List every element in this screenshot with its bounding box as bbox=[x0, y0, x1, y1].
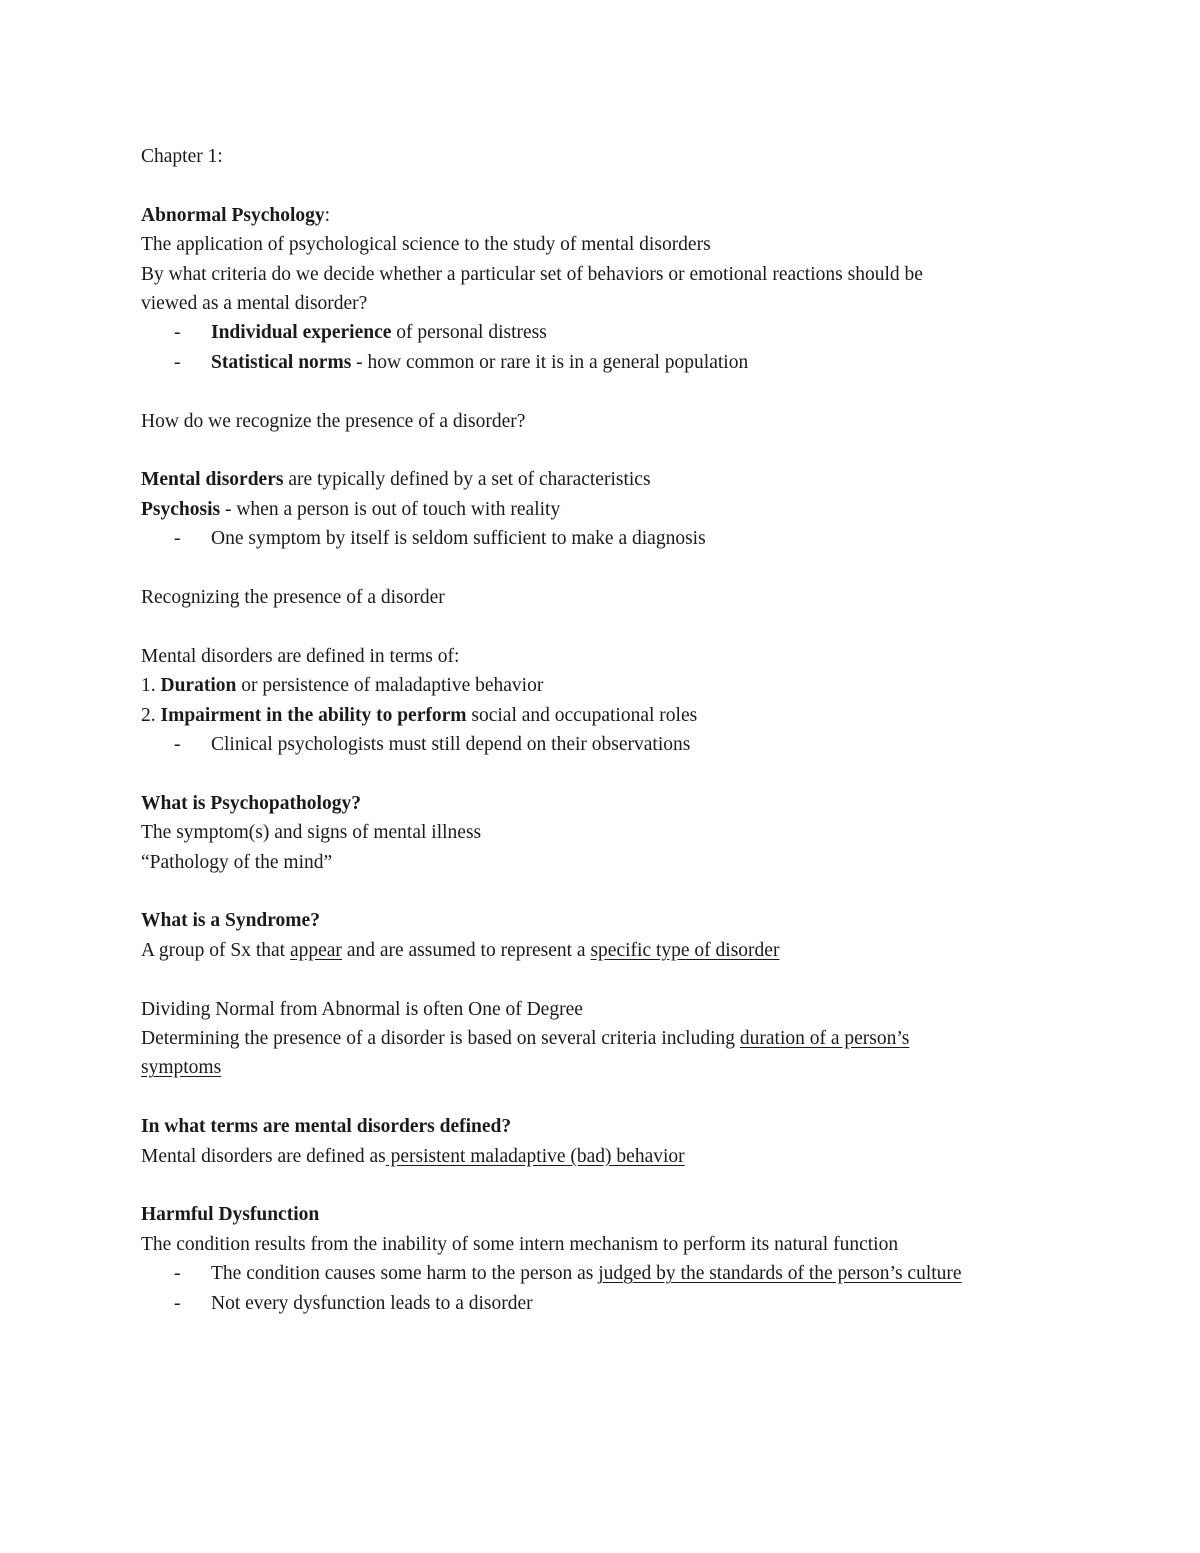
numbered-item-duration bbox=[141, 671, 1081, 700]
bullet-text: The condition causes some harm to the person as bbox=[211, 1263, 599, 1285]
psychopathology-line2: “Pathology of the mind” bbox=[141, 851, 333, 873]
bullet-text: of personal distress bbox=[391, 322, 547, 344]
bullet-dash: - bbox=[174, 734, 181, 756]
terms-heading bbox=[141, 1112, 1081, 1141]
spacer bbox=[141, 171, 1081, 200]
bold-term: Duration bbox=[160, 675, 237, 697]
line-text: and are assumed to represent a bbox=[341, 939, 591, 961]
bullet-not-every-dysfunction bbox=[141, 1289, 1081, 1318]
bullet-text: Not every dysfunction leads to a disorder bbox=[211, 1292, 533, 1314]
document-page bbox=[141, 142, 1081, 1318]
spacer bbox=[141, 554, 1081, 583]
psychopathology-heading bbox=[141, 789, 1081, 818]
spacer bbox=[141, 1083, 1081, 1112]
bullet-text: Clinical psychologists must still depend on their observations bbox=[211, 734, 691, 756]
bullet-bold: Individual experience bbox=[211, 322, 392, 344]
bullet-dash: - bbox=[174, 322, 181, 344]
line-text: or persistence of maladaptive behavior bbox=[236, 675, 544, 697]
underlined-text: judged by the standards of the person’s culture bbox=[598, 1263, 962, 1285]
bullet-dash: - bbox=[174, 351, 181, 373]
bullet-statistical-norms bbox=[141, 348, 1081, 377]
item-number: 2. bbox=[141, 704, 161, 726]
bold-term: Impairment in the ability to perform bbox=[160, 704, 467, 726]
abnormal-definition: The application of psychological science to the study of mental disorders bbox=[141, 234, 711, 256]
line-text: social and occupational roles bbox=[466, 704, 698, 726]
line-text: are typically defined by a set of characteristics bbox=[283, 469, 651, 491]
spacer bbox=[141, 965, 1081, 994]
spacer bbox=[141, 759, 1081, 788]
criteria-question-line1: By what criteria do we decide whether a particular set of behaviors or emotional reactions should be bbox=[141, 263, 923, 285]
heading-text: What is a Syndrome? bbox=[141, 910, 320, 932]
syndrome-definition bbox=[141, 936, 1081, 965]
heading-text: In what terms are mental disorders defined? bbox=[141, 1116, 512, 1138]
bullet-clinical-psychologists bbox=[141, 730, 1081, 759]
dividing-line2 bbox=[141, 1024, 1081, 1053]
numbered-item-impairment bbox=[141, 701, 1081, 730]
bullet-individual-experience bbox=[141, 318, 1081, 347]
item-number: 1. bbox=[141, 675, 161, 697]
spacer bbox=[141, 377, 1081, 406]
syndrome-heading bbox=[141, 906, 1081, 935]
bullet-condition-harm bbox=[141, 1259, 1081, 1288]
underlined-text: symptoms bbox=[141, 1057, 222, 1079]
dividing-line1: Dividing Normal from Abnormal is often One of Degree bbox=[141, 998, 583, 1020]
harmful-dysfunction-heading bbox=[141, 1200, 1081, 1229]
bullet-dash: - bbox=[174, 1263, 181, 1285]
underlined-text: appear bbox=[289, 939, 342, 961]
line-text: Mental disorders are defined as bbox=[141, 1145, 386, 1167]
abnormal-psychology-heading bbox=[141, 201, 1081, 230]
recognize-question: How do we recognize the presence of a disorder? bbox=[141, 410, 526, 432]
bold-term: Psychosis bbox=[141, 498, 221, 520]
spacer bbox=[141, 877, 1081, 906]
terms-definition bbox=[141, 1142, 1081, 1171]
spacer bbox=[141, 436, 1081, 465]
line-text: A group of Sx that bbox=[141, 939, 290, 961]
heading-text: Abnormal Psychology bbox=[141, 204, 325, 226]
underlined-text: duration of a person’s bbox=[739, 1028, 910, 1050]
heading-text: Harmful Dysfunction bbox=[141, 1204, 320, 1226]
heading-colon: : bbox=[324, 204, 331, 226]
dividing-line3 bbox=[141, 1053, 1081, 1082]
bullet-text: - how common or rare it is in a general population bbox=[351, 351, 749, 373]
bullet-dash: - bbox=[174, 528, 181, 550]
bold-term: Mental disorders bbox=[141, 469, 284, 491]
mental-disorders-line bbox=[141, 465, 1081, 494]
bullet-text: One symptom by itself is seldom sufficient to make a diagnosis bbox=[211, 528, 706, 550]
defined-terms-intro: Mental disorders are defined in terms of: bbox=[141, 645, 460, 667]
bullet-bold: Statistical norms bbox=[211, 351, 352, 373]
line-text: Determining the presence of a disorder is based on several criteria including bbox=[141, 1028, 740, 1050]
line-text: - when a person is out of touch with reality bbox=[220, 498, 561, 520]
psychosis-line bbox=[141, 495, 1081, 524]
chapter-title: Chapter 1: bbox=[141, 146, 223, 167]
underlined-text: persistent maladaptive (bad) behavior bbox=[385, 1145, 685, 1167]
bullet-dash: - bbox=[174, 1292, 181, 1314]
spacer bbox=[141, 612, 1081, 641]
criteria-question-line2: viewed as a mental disorder? bbox=[141, 293, 368, 315]
heading-text: What is Psychopathology? bbox=[141, 792, 361, 814]
psychopathology-line1: The symptom(s) and signs of mental illness bbox=[141, 822, 482, 844]
recognizing-line: Recognizing the presence of a disorder bbox=[141, 587, 445, 609]
underlined-text: specific type of disorder bbox=[590, 939, 780, 961]
spacer bbox=[141, 1171, 1081, 1200]
harmful-dysfunction-line: The condition results from the inability of some intern mechanism to perform its natural function bbox=[141, 1233, 899, 1255]
bullet-one-symptom bbox=[141, 524, 1081, 553]
